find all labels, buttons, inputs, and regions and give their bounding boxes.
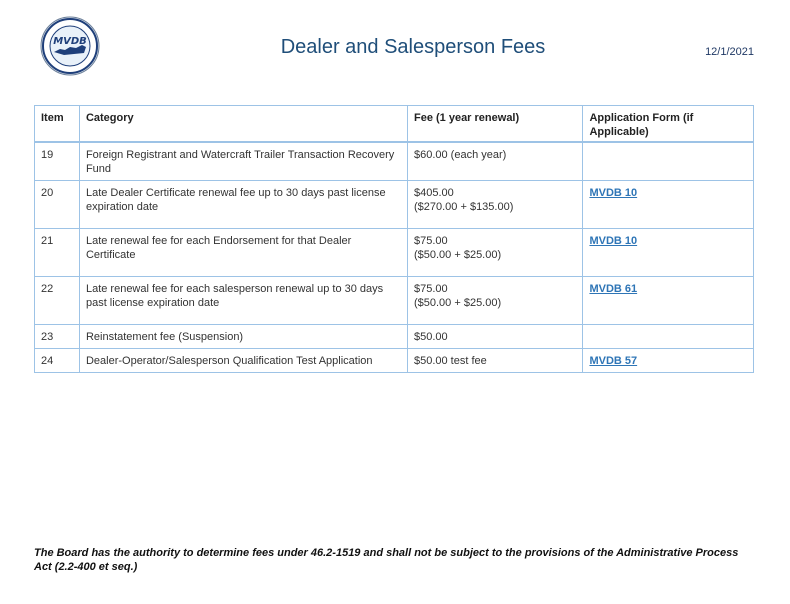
fee-amount: $60.00 (each year) <box>413 149 507 161</box>
table-row <box>35 142 754 181</box>
form-cell <box>583 349 754 373</box>
fee-cell <box>407 325 582 349</box>
fee-amount: $75.00 <box>413 235 448 247</box>
table-row <box>35 325 754 349</box>
form-cell <box>583 325 754 349</box>
page-title: Dealer and Salesperson Fees <box>280 36 546 58</box>
fee-breakdown: ($50.00 + $25.00) <box>413 297 502 309</box>
form-cell <box>583 142 754 181</box>
fee-cell <box>407 229 582 277</box>
fee-amount: $50.00 <box>413 331 448 343</box>
item-number: 24 <box>35 349 80 373</box>
category-cell: Late renewal fee for each salesperson renewal up to 30 days past license expiration date <box>79 277 407 325</box>
category-cell: Reinstatement fee (Suspension) <box>79 325 407 349</box>
fee-amount: $50.00 test fee <box>413 355 487 367</box>
column-header-fee: Fee (1 year renewal) <box>407 106 582 143</box>
category-cell: Foreign Registrant and Watercraft Trailer Transaction Recovery Fund <box>79 142 407 181</box>
fee-breakdown: ($50.00 + $25.00) <box>413 249 502 261</box>
item-number: 19 <box>35 142 80 181</box>
table-row <box>35 181 754 229</box>
fees-table <box>34 105 754 373</box>
table-row <box>35 229 754 277</box>
table-row <box>35 349 754 373</box>
form-link-mvdb-10[interactable]: MVDB 10 <box>589 187 638 199</box>
fee-cell <box>407 277 582 325</box>
fee-cell <box>407 181 582 229</box>
fee-cell <box>407 142 582 181</box>
category-cell: Dealer-Operator/Salesperson Qualification Test Application <box>79 349 407 373</box>
form-link-mvdb-10[interactable]: MVDB 10 <box>589 235 638 247</box>
item-number: 23 <box>35 325 80 349</box>
category-cell: Late Dealer Certificate renewal fee up to 30 days past license expiration date <box>79 181 407 229</box>
form-cell <box>583 277 754 325</box>
footer-note: The Board has the authority to determine fees under 46.2-1519 and shall not be subject to the provisions of the Administrative Process Act (2.2-400 et seq.) <box>34 547 739 573</box>
item-number: 20 <box>35 181 80 229</box>
form-link-mvdb-61[interactable]: MVDB 61 <box>589 283 638 295</box>
item-number: 22 <box>35 277 80 325</box>
fee-cell <box>407 349 582 373</box>
column-header-category: Category <box>79 106 407 143</box>
document-date: 12/1/2021 <box>705 46 754 58</box>
category-cell: Late renewal fee for each Endorsement for that Dealer Certificate <box>79 229 407 277</box>
fee-breakdown: ($270.00 + $135.00) <box>413 201 514 213</box>
table-header-row <box>35 106 754 143</box>
column-header-application-form: Application Form (if Applicable) <box>583 106 754 143</box>
table-row <box>35 277 754 325</box>
item-number: 21 <box>35 229 80 277</box>
form-cell <box>583 229 754 277</box>
column-header-item: Item <box>35 106 80 143</box>
fee-amount: $405.00 <box>413 187 454 199</box>
svg-text:MVDB: MVDB <box>53 36 87 47</box>
form-link-mvdb-57[interactable]: MVDB 57 <box>589 355 638 367</box>
form-cell <box>583 181 754 229</box>
fee-amount: $75.00 <box>413 283 448 295</box>
